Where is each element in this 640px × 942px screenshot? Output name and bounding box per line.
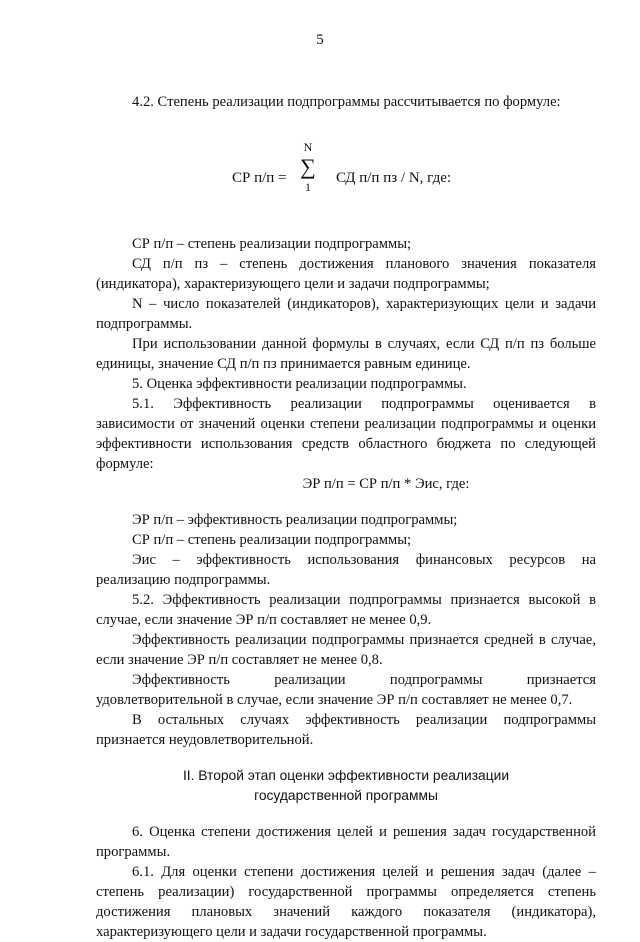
sigma-icon: ∑: [300, 154, 316, 179]
definition-eis: Эис – эффективность использования финансовых ресурсов на реализацию подпрограммы.: [96, 552, 596, 588]
sum-symbol: [298, 140, 318, 194]
formula-sr-left: СР п/п =: [232, 170, 287, 186]
definition-sd: СД п/п пз – степень достижения планового значения показателя (индикатора), характеризующего цели и задачи подпрограммы;: [96, 256, 596, 292]
section-5-title: 5. Оценка эффективности реализации подпрограммы.: [132, 376, 467, 392]
formula-note: При использовании данной формулы в случаях, если СД п/п пз больше единицы, значение СД п/п пз принимается равным единице.: [96, 336, 596, 372]
document-body: [96, 92, 596, 942]
section-5-2-high: 5.2. Эффективность реализации подпрограммы признается высокой в случае, если значение ЭР п/п составляет не менее 0,9.: [96, 592, 596, 628]
definition-n: N – число показателей (индикаторов), характеризующих цели и задачи подпрограммы.: [96, 296, 596, 332]
section-5-2-satisfactory: Эффективность реализации подпрограммы признается удовлетворительной в случае, если значение ЭР п/п составляет не менее 0,7.: [96, 672, 596, 708]
section-5-1-text: 5.1. Эффективность реализации подпрограммы оценивается в зависимости от значений оценки степени реализации подпрограммы и оценки эффективности использования средств областного бюджета по следующей формуле:: [96, 396, 596, 472]
definition-er: ЭР п/п – эффективность реализации подпрограммы;: [132, 512, 458, 528]
definition-sr: СР п/п – степень реализации подпрограммы;: [132, 236, 412, 252]
formula-sr: [96, 124, 596, 218]
sum-upper-limit: N: [303, 140, 313, 154]
section-2-heading-line-1: II. Второй этап оценки эффективности реализации: [182, 768, 510, 783]
formula-er: ЭР п/п = СР п/п * Эис, где:: [302, 476, 470, 492]
section-4-2-title: 4.2. Степень реализации подпрограммы рассчитывается по формуле:: [132, 94, 561, 110]
page-number: 5: [316, 32, 324, 48]
formula-sr-right: СД п/п пз / N, где:: [336, 170, 452, 186]
sum-lower-limit: 1: [305, 180, 311, 194]
section-2-heading-line-2: государственной программы: [254, 788, 438, 803]
section-6-1-text: 6.1. Для оценки степени достижения целей и решения задач (далее – степень реализации) государственной программы определяется степень достижения плановых значений каждого показателя (индикатора), характеризующего цели и задачи государственной программы.: [96, 864, 596, 940]
section-6-title: 6. Оценка степени достижения целей и решения задач государственной программы.: [96, 824, 596, 860]
section-5-2-other: В остальных случаях эффективность реализации подпрограммы признается неудовлетворительной.: [96, 712, 596, 748]
definition-sr-2: СР п/п – степень реализации подпрограммы;: [132, 532, 412, 548]
section-5-2-medium: Эффективность реализации подпрограммы признается средней в случае, если значение ЭР п/п составляет не менее 0,8.: [96, 632, 596, 668]
